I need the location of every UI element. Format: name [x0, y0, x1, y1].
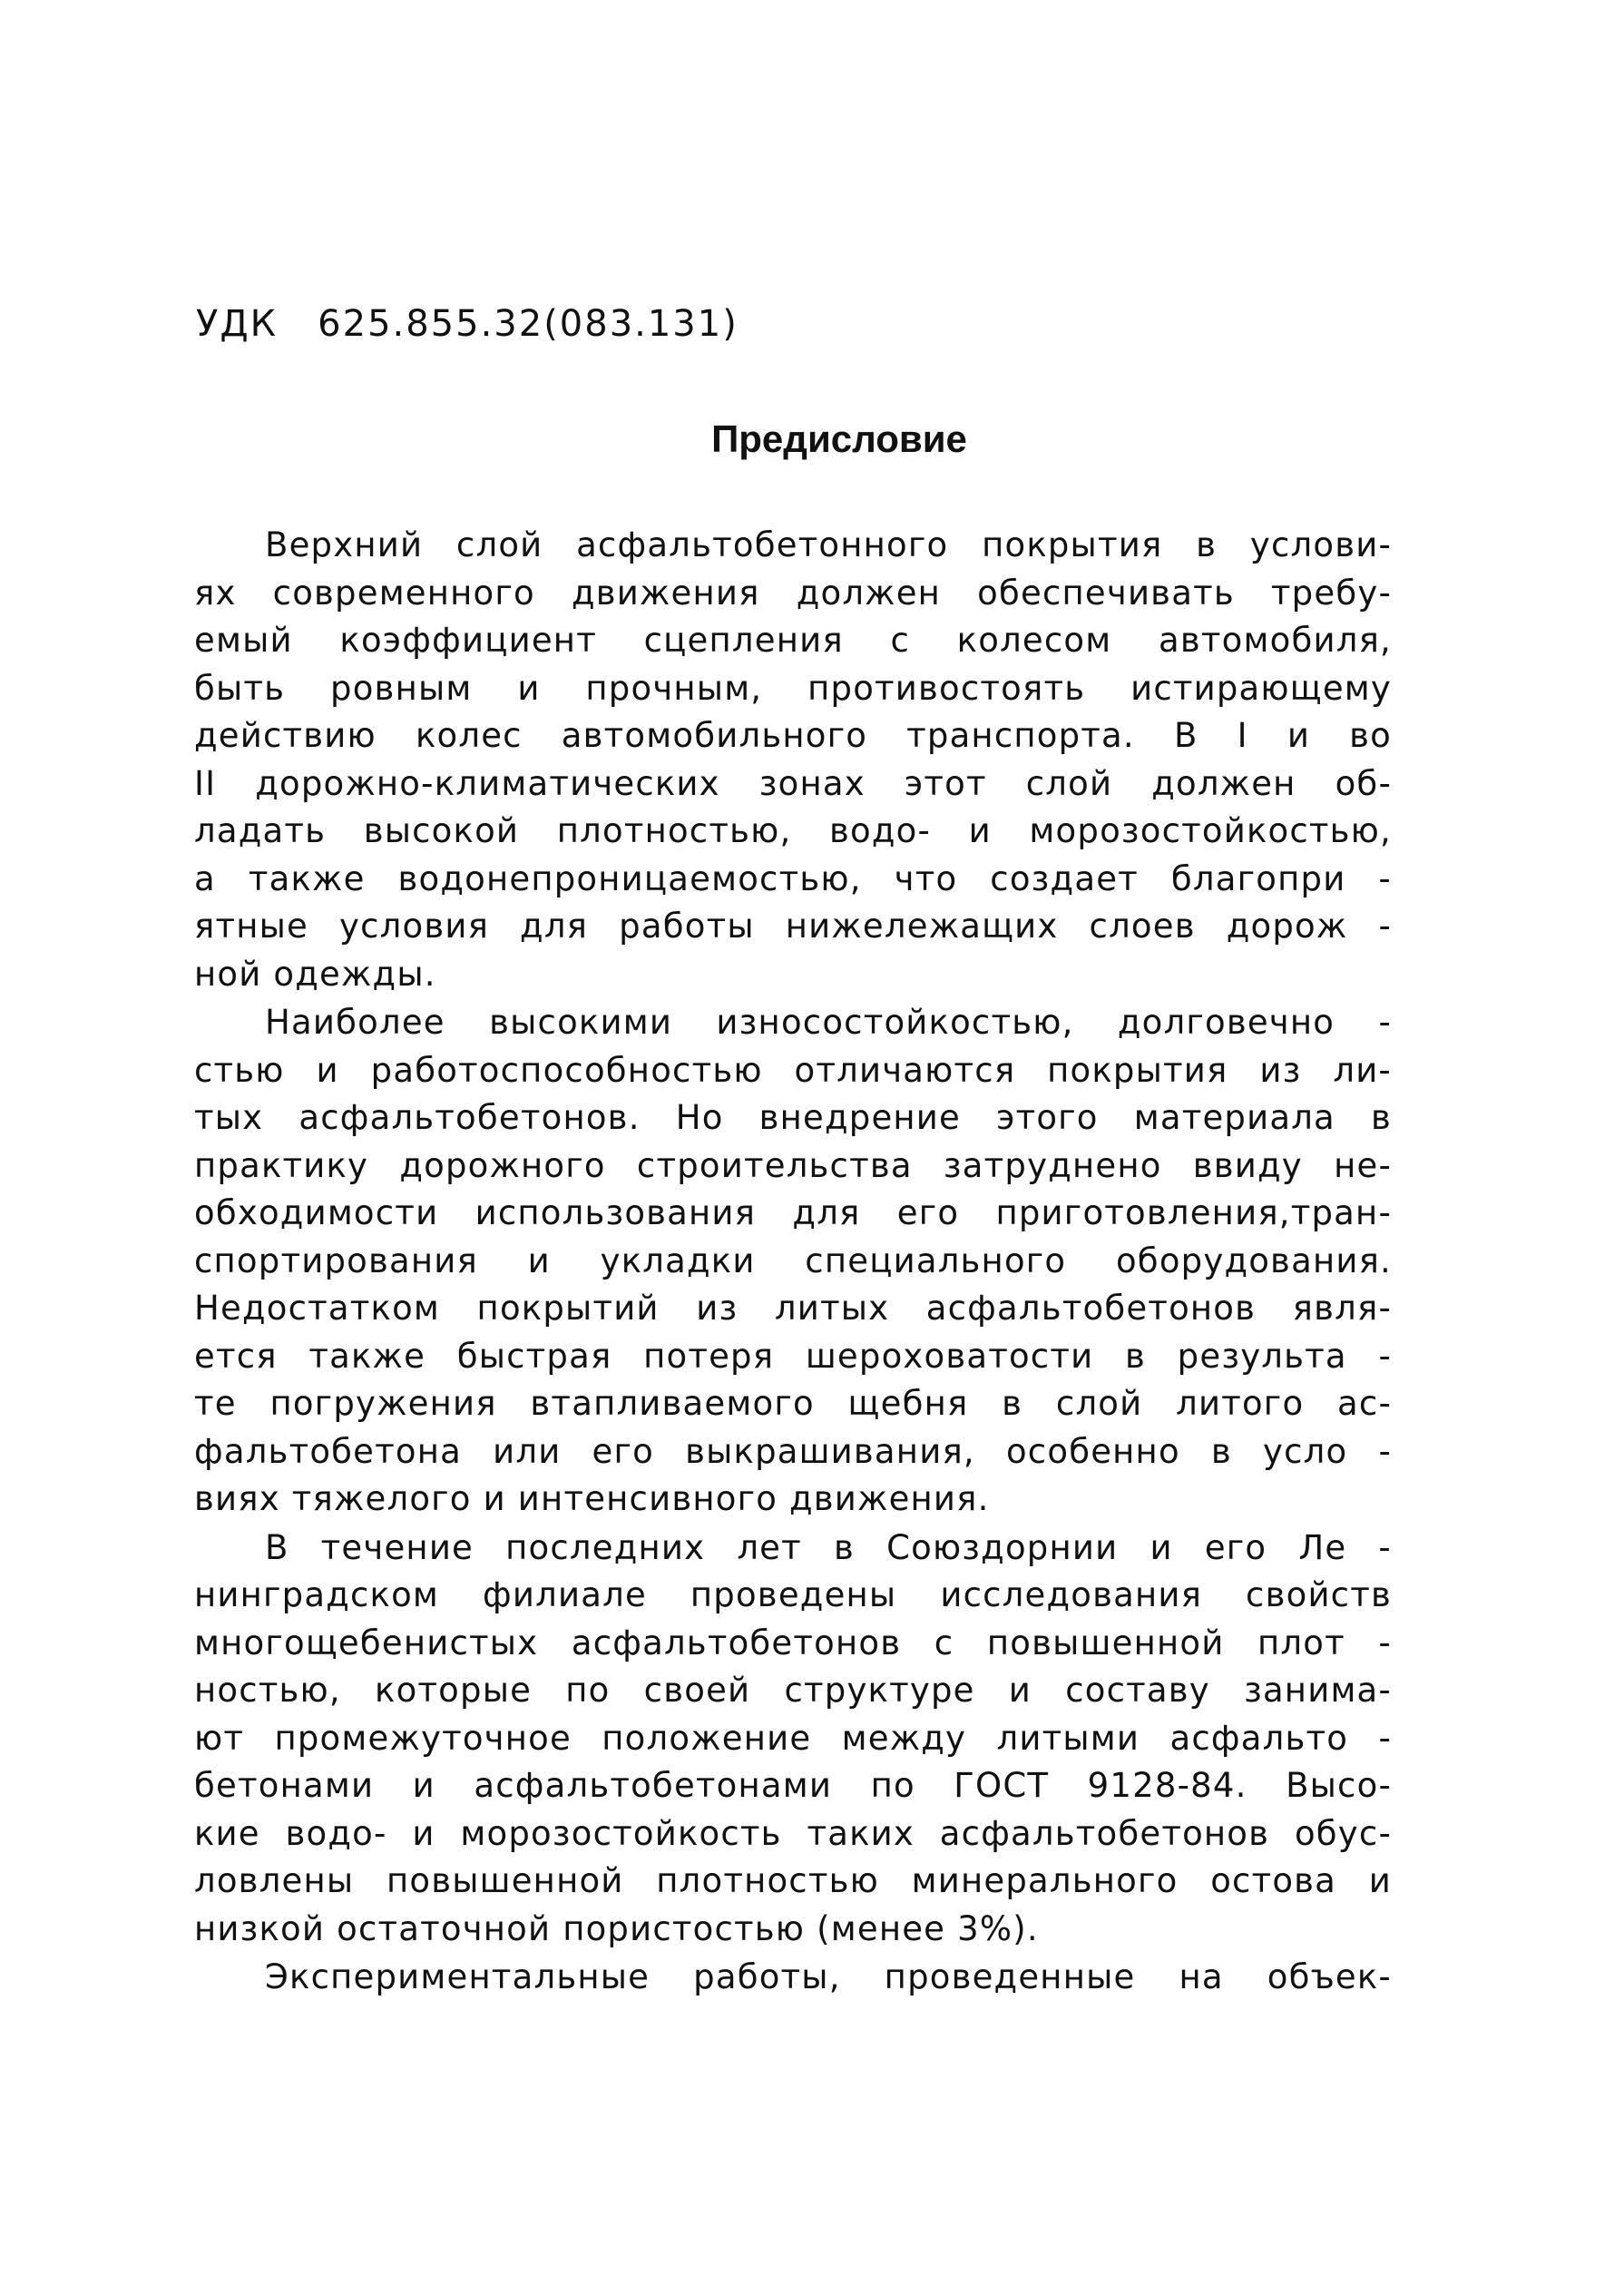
paragraph-1 — [194, 522, 1392, 998]
text-line: ловлены повышенной плотностью минерального остова и — [194, 1861, 1392, 1900]
text-line: кие водо- и морозостойкость таких асфальтобетонов обус- — [194, 1813, 1392, 1853]
text-line: Недостатком покрытий из литых асфальтобетонов явля- — [194, 1289, 1392, 1328]
text-line: Верхний слой асфальтобетонного покрытия в услови- — [265, 525, 1392, 564]
text-line: многощебенистых асфальтобетонов с повышенной плот - — [194, 1623, 1392, 1662]
text-line: низкой остаточной пористостью (менее 3%). — [194, 1908, 1039, 1948]
paragraph-4 — [194, 1954, 1392, 2002]
text-line: быть ровным и прочным, противостоять истирающему — [194, 668, 1392, 708]
text-line: фальтобетона или его выкрашивания, особенно в усло - — [194, 1431, 1392, 1471]
text-line: ется также быстрая потеря шероховатости в результа - — [194, 1336, 1392, 1376]
text-line: ладать высокой плотностью, водо- и морозостойкостью, — [194, 811, 1392, 850]
text-line: ятные условия для работы нижележащих слоев дорож - — [194, 907, 1392, 946]
text-line: В течение последних лет в Союздорнии и его Ле - — [265, 1527, 1392, 1567]
paragraph-2 — [194, 999, 1392, 1524]
paragraph-3 — [194, 1525, 1392, 1954]
text-line: емый коэффициент сцепления с колесом автомобиля, — [194, 621, 1392, 660]
text-line: бетонами и асфальтобетонами по ГОСТ 9128-84. Высо- — [194, 1766, 1392, 1805]
text-line: ях современного движения должен обеспечивать требу- — [194, 573, 1392, 613]
text-line: ют промежуточное положение между литыми асфальто - — [194, 1718, 1392, 1758]
text-line: те погружения втапливаемого щебня в слой литого ас- — [194, 1384, 1392, 1423]
preface-text — [194, 522, 1392, 2002]
text-line: обходимости использования для его приготовления,тран- — [194, 1193, 1392, 1232]
page-title: Предисловие — [711, 417, 967, 460]
text-line: виях тяжелого и интенсивного движения. — [194, 1479, 990, 1518]
text-line: Экспериментальные работы, проведенные на объек- — [265, 1957, 1392, 1996]
udk-code: УДК 625.855.32(083.131) — [196, 303, 739, 345]
text-line: тых асфальтобетонов. Но внедрение этого материала в — [194, 1098, 1392, 1137]
text-line: действию колес автомобильного транспорта. В I и во — [194, 716, 1392, 755]
text-line: практику дорожного строительства затруднено ввиду не- — [194, 1145, 1392, 1185]
text-line: ностью, которые по своей структуре и составу занима- — [194, 1671, 1392, 1710]
text-line: спортирования и укладки специального оборудования. — [194, 1241, 1392, 1280]
text-line: нинградском филиале проведены исследования свойств — [194, 1575, 1392, 1614]
text-line: II дорожно-климатических зонах этот слой должен об- — [194, 763, 1392, 803]
text-line: стью и работоспособностью отличаются покрытия из ли- — [194, 1050, 1392, 1090]
text-line: ной одежды. — [194, 954, 436, 994]
text-line: Наиболее высокими износостойкостью, долговечно - — [265, 1003, 1392, 1042]
text-line: а также водонепроницаемостью, что создает благопри - — [194, 858, 1392, 898]
